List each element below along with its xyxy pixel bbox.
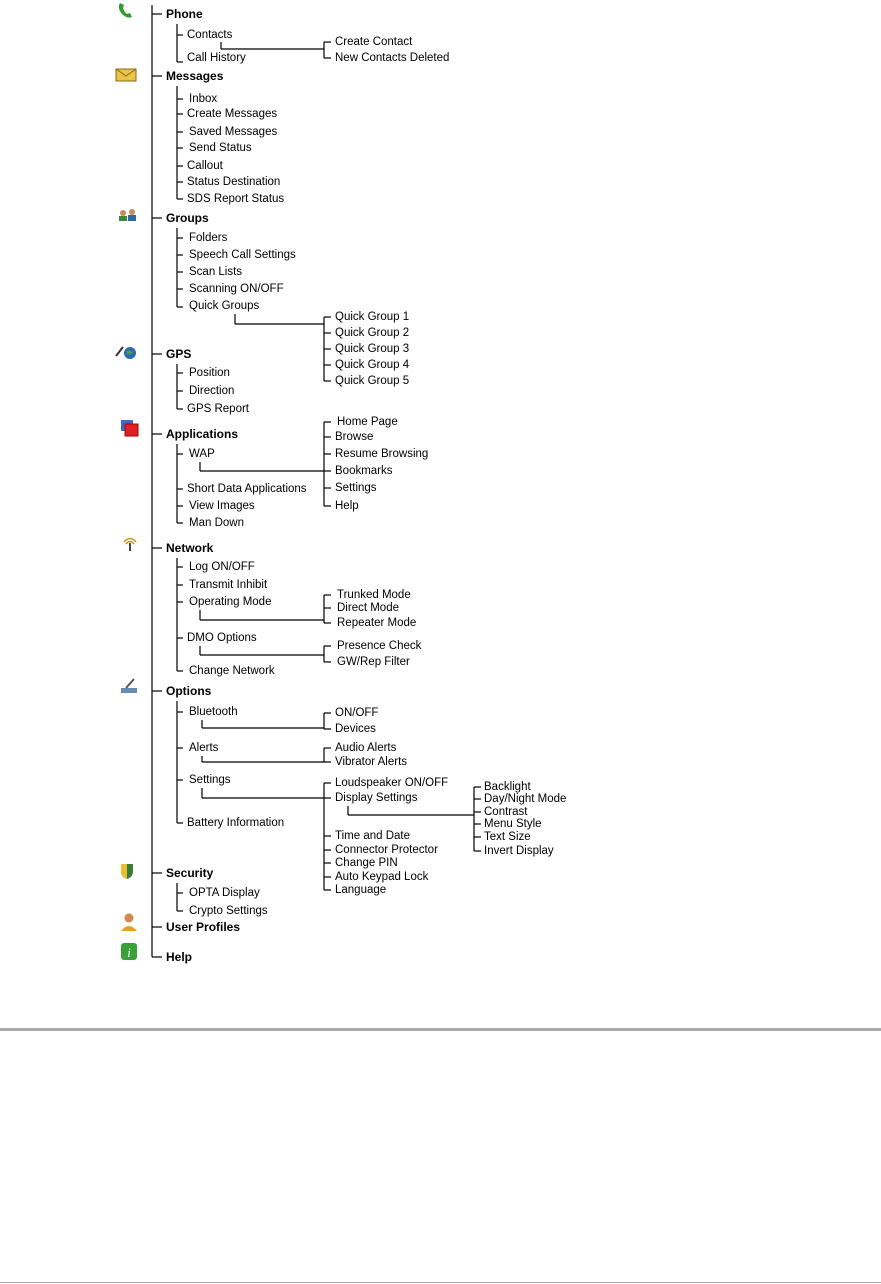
menu-item[interactable]: Folders xyxy=(189,232,228,244)
menu-item[interactable]: Change PIN xyxy=(335,857,398,869)
menu-item[interactable]: Quick Group 4 xyxy=(335,359,410,371)
menu-item[interactable]: Quick Groups xyxy=(189,300,260,312)
menu-item[interactable]: GPS Report xyxy=(187,403,249,415)
menu-item[interactable]: Create Contact xyxy=(335,36,413,48)
menu-item[interactable]: Browse xyxy=(335,431,374,443)
menu-item[interactable]: Status Destination xyxy=(187,176,281,188)
menu-item[interactable]: ON/OFF xyxy=(335,707,379,719)
menu-item[interactable]: Log ON/OFF xyxy=(189,561,255,573)
menu-phone[interactable]: Phone xyxy=(166,7,203,21)
menu-item[interactable]: Direction xyxy=(189,385,235,397)
menu-item[interactable]: Transmit Inhibit xyxy=(189,579,268,591)
menu-item[interactable]: Create Messages xyxy=(187,108,278,120)
applications-icon xyxy=(118,418,142,438)
menu-item[interactable]: Man Down xyxy=(189,517,244,529)
gps-icon xyxy=(114,342,138,362)
menu-item[interactable]: Audio Alerts xyxy=(335,742,397,754)
menu-item[interactable]: Callout xyxy=(187,160,223,172)
menu-item[interactable]: Text Size xyxy=(484,831,531,843)
menu-item[interactable]: Contrast xyxy=(484,806,528,818)
user-profile-icon xyxy=(118,912,142,932)
menu-item[interactable]: Bookmarks xyxy=(335,465,393,477)
options-icon xyxy=(118,676,142,696)
menu-item[interactable]: Presence Check xyxy=(337,640,422,652)
menu-item[interactable]: Position xyxy=(189,367,230,379)
menu-security[interactable]: Security xyxy=(166,866,214,880)
menu-item[interactable]: Scanning ON/OFF xyxy=(189,283,284,295)
menu-item[interactable]: Bluetooth xyxy=(189,706,238,718)
menu-item[interactable]: Operating Mode xyxy=(189,596,272,608)
menu-item-call-history[interactable]: Call History xyxy=(187,52,246,64)
menu-messages[interactable]: Messages xyxy=(166,69,224,83)
menu-item[interactable]: Quick Group 5 xyxy=(335,375,410,387)
network-icon xyxy=(120,534,144,554)
menu-item[interactable]: Resume Browsing xyxy=(335,448,429,460)
menu-help[interactable]: Help xyxy=(166,950,193,964)
menu-gps[interactable]: GPS xyxy=(166,347,192,361)
menu-item[interactable]: Change Network xyxy=(189,665,275,677)
menu-item[interactable]: Crypto Settings xyxy=(189,905,268,917)
menu-item[interactable]: Trunked Mode xyxy=(337,589,411,601)
menu-item[interactable]: Repeater Mode xyxy=(337,617,417,629)
menu-item[interactable]: SDS Report Status xyxy=(187,193,285,205)
menu-item[interactable]: View Images xyxy=(189,500,255,512)
menu-item[interactable]: Settings xyxy=(189,774,231,786)
menu-item[interactable]: Display Settings xyxy=(335,792,418,804)
menu-item[interactable]: GW/Rep Filter xyxy=(337,656,410,668)
menu-item[interactable]: DMO Options xyxy=(187,632,257,644)
menu-item[interactable]: Speech Call Settings xyxy=(189,249,296,261)
menu-item[interactable]: Time and Date xyxy=(335,830,410,842)
menu-item[interactable]: Settings xyxy=(335,482,377,494)
svg-text:i: i xyxy=(127,945,131,960)
menu-item[interactable]: Menu Style xyxy=(484,818,542,830)
menu-item[interactable]: OPTA Display xyxy=(189,887,260,899)
groups-icon xyxy=(116,205,140,225)
menu-item[interactable]: Short Data Applications xyxy=(187,483,307,495)
menu-network[interactable]: Network xyxy=(166,541,214,555)
phone-icon xyxy=(114,0,138,20)
help-icon xyxy=(118,942,142,962)
menu-item[interactable]: Quick Group 2 xyxy=(335,327,410,339)
page-divider xyxy=(0,1028,881,1031)
menu-item[interactable]: Quick Group 1 xyxy=(335,311,410,323)
menu-item-contacts[interactable]: Contacts xyxy=(187,29,233,41)
envelope-icon xyxy=(114,64,138,84)
menu-item[interactable]: Connector Protector xyxy=(335,844,438,856)
menu-item[interactable]: Alerts xyxy=(189,742,219,754)
menu-item[interactable]: Auto Keypad Lock xyxy=(335,871,429,883)
menu-item[interactable]: Send Status xyxy=(189,142,252,154)
menu-item[interactable]: Day/Night Mode xyxy=(484,793,567,805)
menu-item[interactable]: Invert Display xyxy=(484,845,554,857)
menu-item[interactable]: Scan Lists xyxy=(189,266,243,278)
security-icon xyxy=(116,861,140,881)
menu-item[interactable]: Help xyxy=(335,500,359,512)
menu-options[interactable]: Options xyxy=(166,684,212,698)
menu-item[interactable]: Vibrator Alerts xyxy=(335,756,408,768)
menu-groups[interactable]: Groups xyxy=(166,211,209,225)
menu-item[interactable]: Battery Information xyxy=(187,817,285,829)
menu-item[interactable]: Direct Mode xyxy=(337,602,399,614)
menu-item[interactable]: Loudspeaker ON/OFF xyxy=(335,777,449,789)
menu-item[interactable]: Language xyxy=(335,884,387,896)
page-footer-divider xyxy=(0,1282,881,1283)
menu-applications[interactable]: Applications xyxy=(166,427,239,441)
menu-item[interactable]: Devices xyxy=(335,723,376,735)
menu-item[interactable]: Saved Messages xyxy=(189,126,278,138)
menu-item[interactable]: Quick Group 3 xyxy=(335,343,410,355)
menu-user-profiles[interactable]: User Profiles xyxy=(166,920,241,934)
menu-item[interactable]: Inbox xyxy=(189,93,218,105)
menu-item[interactable]: WAP xyxy=(189,448,215,460)
menu-item[interactable]: New Contacts Deleted xyxy=(335,52,450,64)
menu-item[interactable]: Backlight xyxy=(484,781,531,793)
menu-item[interactable]: Home Page xyxy=(337,416,398,428)
